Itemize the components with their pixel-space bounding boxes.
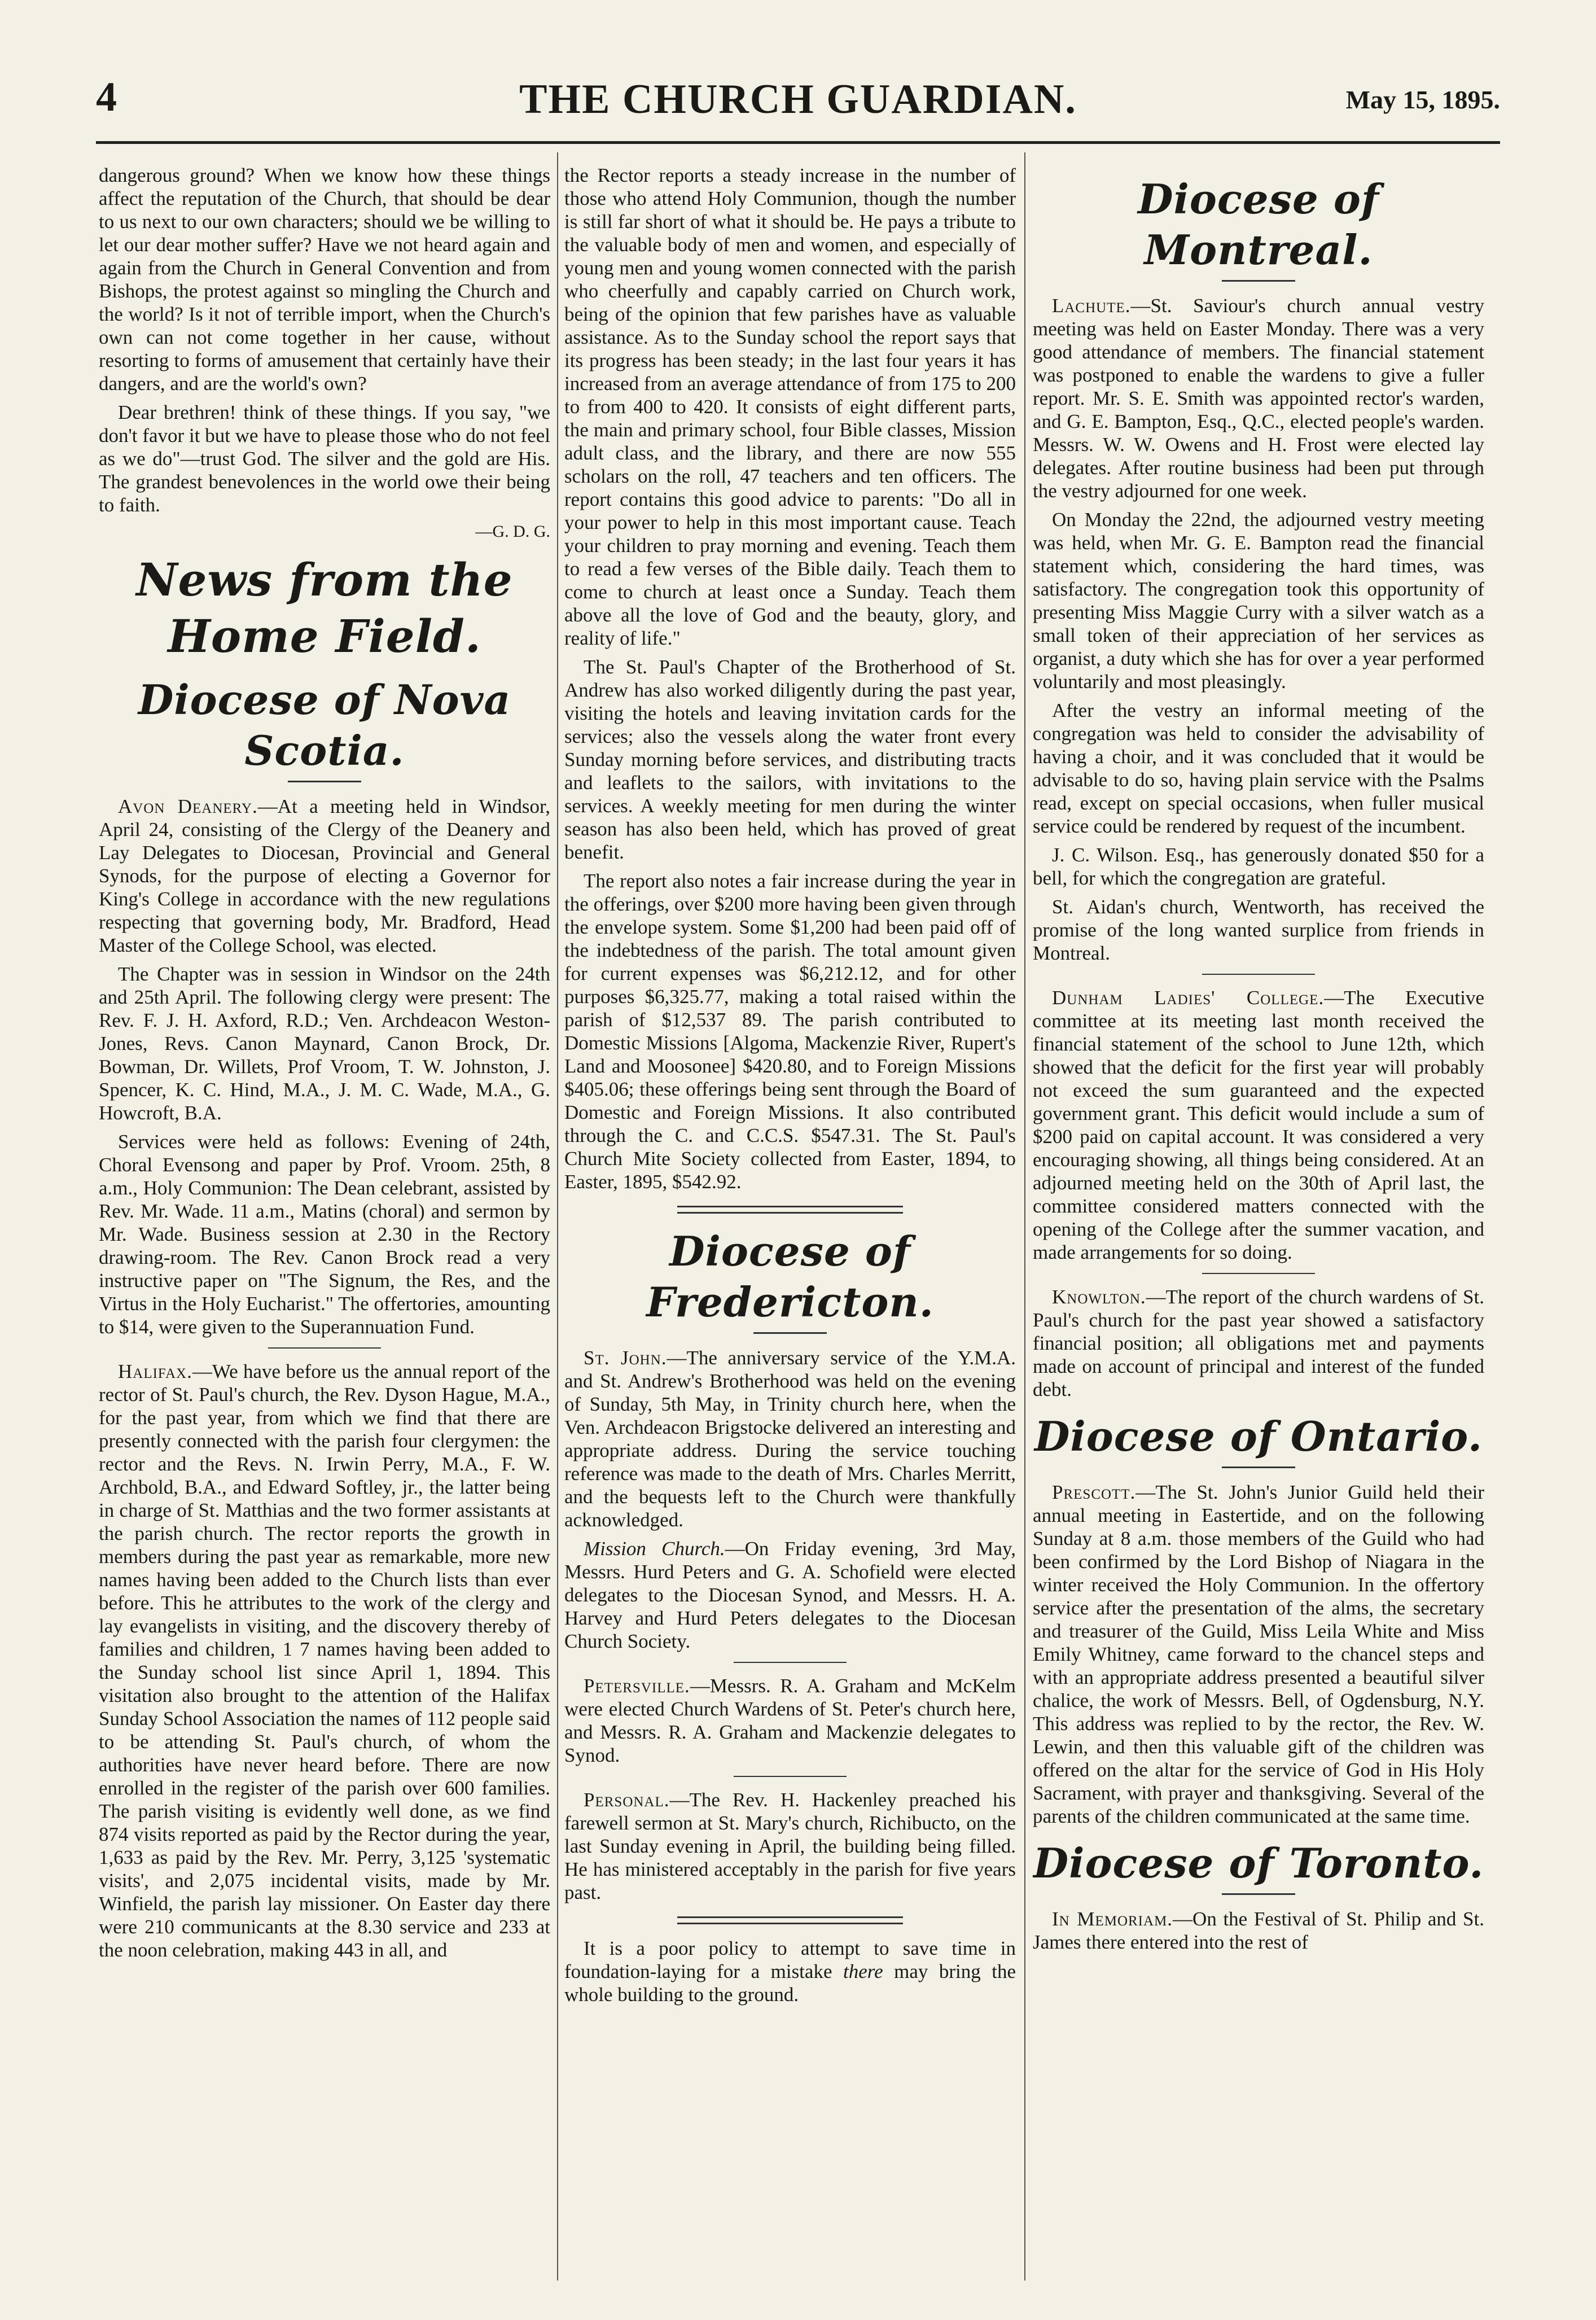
- column-divider: [557, 152, 558, 2280]
- page-number: 4: [96, 74, 117, 120]
- newspaper-title: THE CHURCH GUARDIAN.: [519, 76, 1077, 122]
- article-paragraph: [564, 1537, 1016, 1653]
- article-text: It is a poor policy to attempt to save time in foundation-laying for a mistake: [564, 1937, 1016, 1982]
- dateline: Avon Deanery.: [118, 795, 258, 817]
- article-text: —At a meeting held in Windsor, April 24, consisting of the Clergy of the Deanery and Lay Delegates to Diocesan, Provincial and General Synods, for the purpose of electing a Governor for King's College in accordance with the new regulations respecting that governing body, Mr. Bradford, Head Master of the College School, was elected.: [99, 795, 550, 956]
- issue-date: May 15, 1895.: [1345, 85, 1500, 114]
- section-heading-nova-scotia: Diocese of Nova Scotia.: [138, 676, 511, 774]
- article-paragraph: The St. Paul's Chapter of the Brotherhood of St. Andrew has also worked diligently during the past year, visiting the hotels and leaving invitation cards for the services; also the vessels along the water front every Sunday morning before services, and distributing tracts and leaflets to the sailors, with invitations to the services. A weekly meeting for men during the winter season has also been held, which has proved of great benefit.: [564, 656, 1016, 863]
- article-text: —The report of the church wardens of St. Paul's church for the past year showed a satisfactory financial position; all obligations met and payments made on account of principal and interest of the funded debt.: [1033, 1286, 1484, 1400]
- article-paragraph: [564, 1674, 1016, 1767]
- article-paragraph: On Monday the 22nd, the adjourned vestry meeting was held, when Mr. G. E. Bampton read the financial statement which, considering the hard times, was satisfactory. The congregation took this opportunity of presenting Miss Maggie Curry with a silver watch as a small token of their appreciation of her services as organist, a duty which she has for over a year performed voluntarily and most pleasingly.: [1033, 509, 1484, 693]
- dateline: Petersville.: [584, 1675, 690, 1697]
- article-paragraph: The Chapter was in session in Windsor on the 24th and 25th April. The following clergy were present: The Rev. F. J. H. Axford, R.D.; Ven. Archdeacon Weston-Jones, Revs. Canon Maynard, Canon Brock, Dr. Bowman, Dr. Willets, Prof Vroom, T. W. Johnston, J. Spencer, K. C. Hind, M.A., J. M. C. Wade, M.A., G. Howcroft, B.A.: [99, 963, 550, 1124]
- article-text: may bring the whole building to the ground.: [564, 1960, 1016, 2006]
- section-rule: [677, 1916, 903, 1924]
- section-rule: [268, 1347, 381, 1349]
- dateline: Knowlton.: [1052, 1286, 1146, 1308]
- author-signature: —G. D. G.: [475, 522, 550, 541]
- article-paragraph: [564, 1937, 1016, 2006]
- article-paragraph: The report also notes a fair increase during the year in the offerings, over $200 more having been given through the envelope system. Some $1,200 had been paid off of the indebtedness of the parish. The total amount given for current expenses was $6,212.12, and for other purposes $6,325.77, making a total raised within the parish of $12,537 89. The parish contributed to Domestic Missions [Algoma, Mackenzie River, Rupert's Land and Moosonee] $420.80, and to Foreign Missions $405.06; these offerings being sent through the Board of Domestic and Foreign Missions. It also contributed through the C. and C.C.S. $547.31. The St. Paul's Church Mite Society collected from Easter, 1894, to Easter, 1895, $542.92.: [564, 870, 1016, 1193]
- heading-rule: [1222, 280, 1295, 282]
- section-heading-ontario: Diocese of Ontario.: [1034, 1412, 1483, 1460]
- section-rule: [677, 1206, 903, 1214]
- dateline: In Memoriam.: [1052, 1908, 1173, 1930]
- article-paragraph: [1033, 294, 1484, 502]
- heading-rule: [753, 1332, 827, 1334]
- dateline: Lachute.: [1052, 295, 1131, 317]
- dateline: Personal.: [584, 1789, 670, 1811]
- section-rule: [734, 1662, 847, 1663]
- article-paragraph: Dear brethren! think of these things. If you say, "we don't favor it but we have to please those who do not feel as we do"—trust God. The silver and the gold are His. The grandest benevolences in the world owe their being to faith.: [99, 401, 550, 516]
- section-heading-montreal: Diocese of Montreal.: [1138, 175, 1379, 274]
- article-paragraph: [1033, 986, 1484, 1264]
- article-text: —On Friday evening, 3rd May, Messrs. Hurd Peters and G. A. Schofield were elected delegates to the Diocesan Synod, and Messrs. H. A. Harvey and Hurd Peters delegates to the Diocesan Church Society.: [564, 1538, 1016, 1652]
- section-rule: [1202, 1273, 1315, 1274]
- article-text: —The Executive committee at its meeting last month received the financial statement of the school to June 12th, which showed that the deficit for the first year will probably not exceed the sum guaranteed and the expected government grant. This deficit would include a sum of $200 paid on capital account. It was considered a very encouraging showing, all things being considered. At an adjourned meeting held on the 30th of April last, the committee considered matters connected with the opening of the College after the summer vacation, and made arrangements for so doing.: [1033, 987, 1484, 1263]
- article-text: —Messrs. R. A. Graham and McKelm were elected Church Wardens of St. Peter's church here, and Messrs. R. A. Graham and Mackenzie delegates to Synod.: [564, 1675, 1016, 1766]
- article-paragraph: [99, 1360, 550, 1962]
- article-text: —The St. John's Junior Guild held their annual meeting in Eastertide, and on the following Sunday at 8 a.m. those members of the Guild who had been confirmed by the Lord Bishop of Niagara in the winter received the Holy Communion. In the offertory service after the presentation of the alms, the secretary and treasurer of the Guild, Miss Leila White and Miss Emily Whitney, came forward to the chancel steps and with an appropriate address presented a beautiful silver chalice, the work of Messrs. Bell, of Ogdensburg, N.Y. This address was replied to by the rector, the Rev. W. Lewin, and then this valuable gift of the children was offered on the altar for the service of God in His Holy Sacrament, with prayer and thanksgiving. Several of the parents of the children communicated at the same time.: [1033, 1481, 1484, 1827]
- article-paragraph: [99, 795, 550, 957]
- dateline: Prescott.: [1052, 1481, 1136, 1503]
- article-paragraph: Services were held as follows: Evening of 24th, Choral Evensong and paper by Prof. Vroom. 25th, 8 a.m., Holy Communion: The Dean celebrant, assisted by Rev. Mr. Wade. 11 a.m., Matins (choral) and sermon by Mr. Wade. Business session at 2.30 in the Rectory drawing-room. The Rev. Canon Brock read a very instructive paper on "The Signum, the Res, and the Virtus in the Holy Eucharist." The offertories, amounting to $14, were given to the Superannuation Fund.: [99, 1131, 550, 1338]
- article-paragraph: St. Aidan's church, Wentworth, has received the promise of the long wanted surplice from friends in Montreal.: [1033, 896, 1484, 964]
- dateline: St. John.: [584, 1347, 667, 1369]
- article-paragraph: [564, 1346, 1016, 1531]
- column-left: [99, 164, 550, 2275]
- heading-rule: [288, 781, 361, 782]
- article-paragraph: dangerous ground? When we know how these things affect the reputation of the Church, that should be dear to us next to our own characters; should we be willing to let our dear mother suffer? Have we not heard again and again from the Church in General Convention and from Bishops, the protest against so mingling the Church and the world? Is it not of terrible import, when the Church's own can not come together in her cause, without resorting to forms of amusement that certainly have their dangers, and are the world's own?: [99, 164, 550, 395]
- masthead: [96, 68, 1500, 141]
- article-paragraph: [1033, 1481, 1484, 1828]
- dateline: Mission Church.: [584, 1538, 725, 1560]
- column-divider: [1024, 152, 1025, 2280]
- article-paragraph: After the vestry an informal meeting of the congregation was held to consider the advisability of having a choir, and it was concluded that it would be advisable to do so, having plain service with the Psalms read, except on special occasions, when fuller musical service could be rendered by request of the incumbent.: [1033, 699, 1484, 837]
- column-right: [1033, 164, 1484, 2275]
- article-paragraph: the Rector reports a steady increase in the number of those who attend Holy Communion, though the number is still far short of what it should be. He pays a tribute to the valuable body of men and women, and especially of young men and young women connected with the parish who cheerfully and capably carried on Church work, being of the opinion that few parishes have as valuable assistance. As to the Sunday school the report says that its progress has been steady; in the last four years it has increased from an average attendance of from 175 to 200 to from 400 to 420. It consists of eight different parts, the main and primary school, four Bible classes, Mission adult class, and the library, and there are now 555 scholars on the roll, 47 teachers and ten officers. The report contains this good advice to parents: "Do all in your power to help in this most important cause. Teach your children to pray morning and evening. Teach them to read a few verses of the Bible daily. Teach them to come to church at least once a Sunday. Teach them above all the love of God and the beauty, glory, and reality of life.": [564, 164, 1016, 649]
- dateline: Halifax.: [118, 1360, 192, 1382]
- article-paragraph: [1033, 1907, 1484, 1954]
- article-paragraph: [564, 1788, 1016, 1904]
- section-rule: [1202, 974, 1315, 975]
- article-text: —St. Saviour's church annual vestry meeting was held on Easter Monday. There was a very good attendance of members. The financial statement was postponed to enable the wardens to give a fuller report. Mr. S. E. Smith was appointed rector's warden, and G. E. Bampton, Esq., Q.C., elected people's warden. Messrs. W. W. Owens and H. Frost were elected lay delegates. After routine business had been put through the vestry adjourned for one week.: [1033, 295, 1484, 502]
- heading-rule: [1222, 1467, 1295, 1468]
- article-text: —On the Festival of St. Philip and St. James there entered into the rest of: [1033, 1908, 1484, 1953]
- dateline: Dunham Ladies' College.: [1052, 987, 1325, 1009]
- article-text: —The Rev. H. Hackenley preached his farewell sermon at St. Mary's church, Richibucto, on the last Sunday evening in April, the building being filled. He has ministered acceptably in the parish for five years past.: [564, 1789, 1016, 1903]
- column-middle: [564, 164, 1016, 2275]
- section-heading-fredericton: Diocese of Fredericton.: [646, 1227, 934, 1326]
- heading-rule: [1222, 1893, 1295, 1895]
- masthead-rule: [96, 141, 1500, 144]
- section-rule: [734, 1776, 847, 1777]
- article-paragraph: [1033, 1285, 1484, 1401]
- article-text: —The anniversary service of the Y.M.A. and St. Andrew's Brotherhood was held on the evening of Sunday, 5th May, in Trinity church here, when the Ven. Archdeacon Brigstocke delivered an interesting and appropriate address. During the service touching reference was made to the death of Mrs. Charles Merritt, and the bequests left to the Church were thankfully acknowledged.: [564, 1347, 1016, 1531]
- section-heading-home-field: News from the Home Field.: [136, 553, 513, 663]
- article-text: —We have before us the annual report of the rector of St. Paul's church, the Rev. Dyson Hague, M.A., for the past year, from which we find that there are presently connected with the parish four clergymen: the rector and the Revs. N. Irwin Perry, M.A., F. W. Archbold, B.A., and Edward Softley, jr., the latter being in charge of St. Matthias and the two former assistants at the parish church. The rector reports the growth in members during the past year as remarkable, more new names having been added to the Church lists than ever before. This he attributes to the work of the clergy and lay evangelists in visiting, and the discovery thereby of families and children, 1 7 names having been added to the Sunday school list since April 1, 1894. This visitation also brought to the attention of the Halifax Sunday School Association the names of 112 people said to be attending St. Paul's church, of whom the authorities have never heard before. There are now enrolled in the register of the parish over 600 families. The parish visiting is evidently well done, as we find 874 visits reported as paid by the Rector during the year, 1,633 as paid by the Rev. Mr. Perry, 3,125 'systematic visits', and 2,075 incidental visits, made by Mr. Winfield, the parish lay missioner. On Easter day there were 210 communicants at the 8.30 service and 233 at the noon celebration, making 443 in all, and: [99, 1360, 550, 1961]
- emphasis-text: there: [843, 1960, 883, 1982]
- section-heading-toronto: Diocese of Toronto.: [1033, 1839, 1484, 1887]
- article-paragraph: J. C. Wilson. Esq., has generously donated $50 for a bell, for which the congregation are grateful.: [1033, 844, 1484, 889]
